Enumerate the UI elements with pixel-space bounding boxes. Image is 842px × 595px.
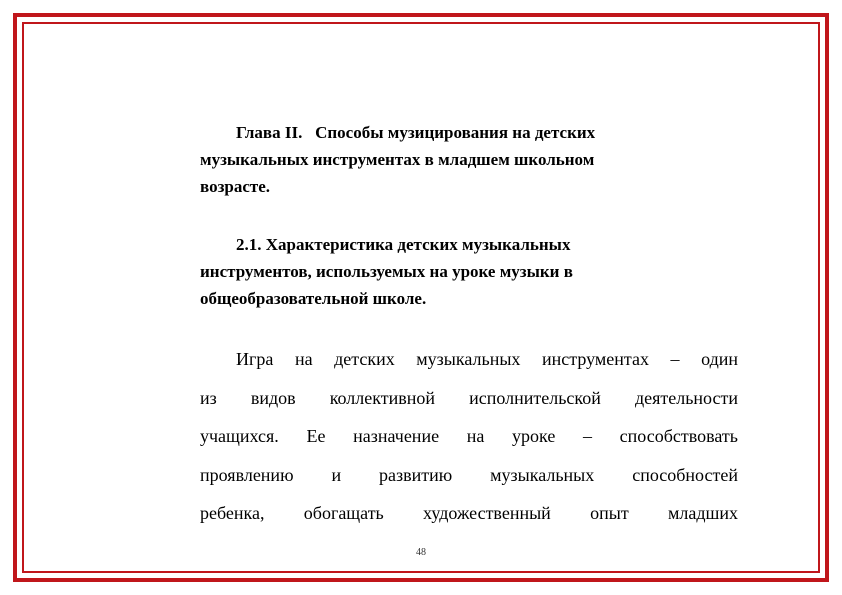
section-heading-text-1: 2.1. Характеристика детских музыкальных [236, 235, 571, 254]
chapter-heading [200, 119, 740, 200]
chapter-heading-line-2: музыкальных инструментах в младшем школьном [200, 150, 595, 169]
body-line-4: проявлению и развитию музыкальных способностей [200, 464, 738, 485]
section-heading-line-1 [200, 231, 740, 258]
body-line-3: учащихся. Ее назначение на уроке – способствовать [200, 426, 738, 446]
section-heading-line-3: общеобразовательной школе. [200, 289, 427, 308]
chapter-heading-line-3: возрасте. [200, 177, 271, 196]
body-line-2: из видов коллективной исполнительской деятельности [200, 387, 738, 408]
body-paragraph [200, 340, 738, 533]
section-heading [200, 231, 740, 312]
chapter-heading-line-1 [200, 119, 740, 146]
chapter-heading-text-1: Глава II. Способы музицирования на детских [236, 123, 596, 142]
body-line-1: Игра на детских музыкальных инструментах – один [236, 349, 738, 369]
body-line-5: ребенка, обогащать художественный опыт младших [200, 503, 738, 523]
page-number: 48 [416, 547, 426, 558]
section-heading-line-2: инструментов, используемых на уроке музыки в [200, 262, 573, 281]
